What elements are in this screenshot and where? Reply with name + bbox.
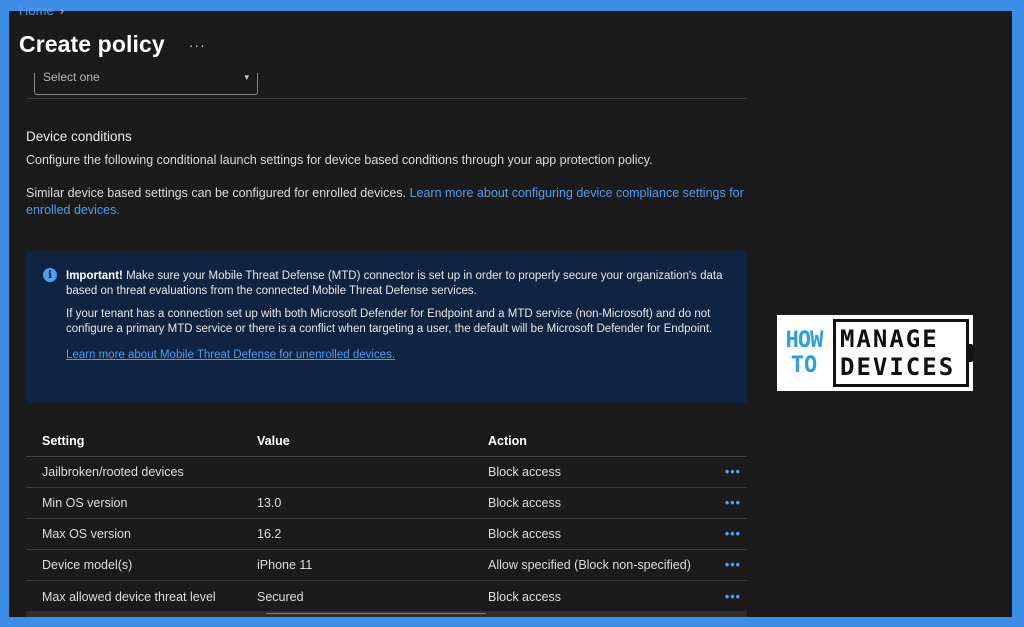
info-paragraph-1 bbox=[66, 269, 729, 299]
logo-left bbox=[781, 328, 827, 378]
similar-settings-text bbox=[26, 185, 746, 219]
howtomanagedevices-logo bbox=[777, 315, 973, 391]
select-value: Select one bbox=[43, 69, 100, 84]
row-action: Block access bbox=[488, 465, 561, 479]
device-conditions-table bbox=[26, 426, 747, 612]
logo-right-box bbox=[833, 319, 969, 387]
row-more-icon[interactable]: ••• bbox=[724, 527, 741, 541]
row-action: Block access bbox=[488, 496, 561, 510]
section-description: Configure the following conditional launch settings for device based conditions through your app protection policy. bbox=[26, 153, 653, 167]
row-setting: Device model(s) bbox=[42, 558, 133, 572]
row-setting: Jailbroken/rooted devices bbox=[42, 465, 184, 479]
bottom-toolbar-edge bbox=[26, 611, 747, 617]
column-header-value: Value bbox=[257, 434, 290, 448]
title-row bbox=[19, 31, 206, 58]
row-more-icon[interactable]: ••• bbox=[724, 558, 741, 572]
table-row bbox=[26, 550, 747, 581]
info-paragraph-2: If your tenant has a connection set up with both Microsoft Defender for Endpoint and a MTD service (non-Microsoft) and do not configure a primary MTD service or there is a conflict when targeting a user, the default will be Microsoft Defender for Endpoint. bbox=[66, 308, 713, 335]
important-label: Important! bbox=[66, 270, 123, 282]
row-more-icon[interactable]: ••• bbox=[724, 465, 741, 479]
section-heading: Device conditions bbox=[26, 129, 132, 144]
row-action: Block access bbox=[488, 589, 561, 604]
column-header-setting: Setting bbox=[42, 434, 85, 448]
table-row bbox=[26, 581, 747, 612]
info-paragraph-1-text: Make sure your Mobile Threat Defense (MTD) connector is set up in order to properly secure your organization's data based on threat evaluations from the connected Mobile Threat Defense services. bbox=[66, 270, 723, 297]
chevron-right-icon: › bbox=[59, 3, 65, 18]
row-more-icon[interactable]: ••• bbox=[724, 496, 741, 510]
row-value: iPhone 11 bbox=[257, 558, 313, 572]
row-value: 13.0 bbox=[257, 496, 282, 510]
table-row bbox=[26, 457, 747, 488]
important-info-box bbox=[26, 251, 747, 403]
logo-devices: DEVICES bbox=[840, 353, 956, 381]
info-icon: i bbox=[43, 268, 57, 282]
row-setting: Min OS version bbox=[42, 496, 128, 510]
bottom-button-edge bbox=[266, 613, 486, 617]
column-header-action: Action bbox=[488, 434, 527, 448]
page-title: Create policy bbox=[19, 31, 165, 57]
row-action: Allow specified (Block non-specified) bbox=[488, 558, 691, 572]
logo-how: HOW bbox=[785, 328, 823, 353]
chevron-down-icon: ▾ bbox=[244, 72, 249, 82]
similar-settings-label: Similar device based settings can be configured for enrolled devices. bbox=[26, 186, 407, 200]
row-setting: Max OS version bbox=[42, 527, 131, 541]
table-row bbox=[26, 519, 747, 550]
more-options-icon[interactable]: ··· bbox=[188, 36, 206, 53]
row-action: Block access bbox=[488, 527, 561, 541]
logo-to: TO bbox=[790, 353, 818, 378]
row-more-icon[interactable]: ••• bbox=[724, 589, 741, 604]
select-dropdown[interactable] bbox=[34, 69, 258, 95]
row-value: Secured bbox=[257, 589, 304, 604]
mtd-learn-more-link[interactable]: Learn more about Mobile Threat Defense for unenrolled devices. bbox=[66, 349, 396, 361]
device-compliance-link[interactable]: Learn more about configuring device compliance settings for enrolled devices. bbox=[26, 186, 744, 217]
table-row bbox=[26, 488, 747, 519]
logo-manage: MANAGE bbox=[840, 325, 939, 353]
section-divider bbox=[27, 98, 747, 99]
table-header bbox=[26, 426, 747, 457]
breadcrumb-home-link[interactable]: Home bbox=[19, 3, 54, 18]
row-setting: Max allowed device threat level bbox=[42, 589, 216, 604]
portal-screen bbox=[9, 3, 1012, 617]
row-value: 16.2 bbox=[257, 527, 282, 541]
breadcrumb bbox=[19, 3, 64, 18]
